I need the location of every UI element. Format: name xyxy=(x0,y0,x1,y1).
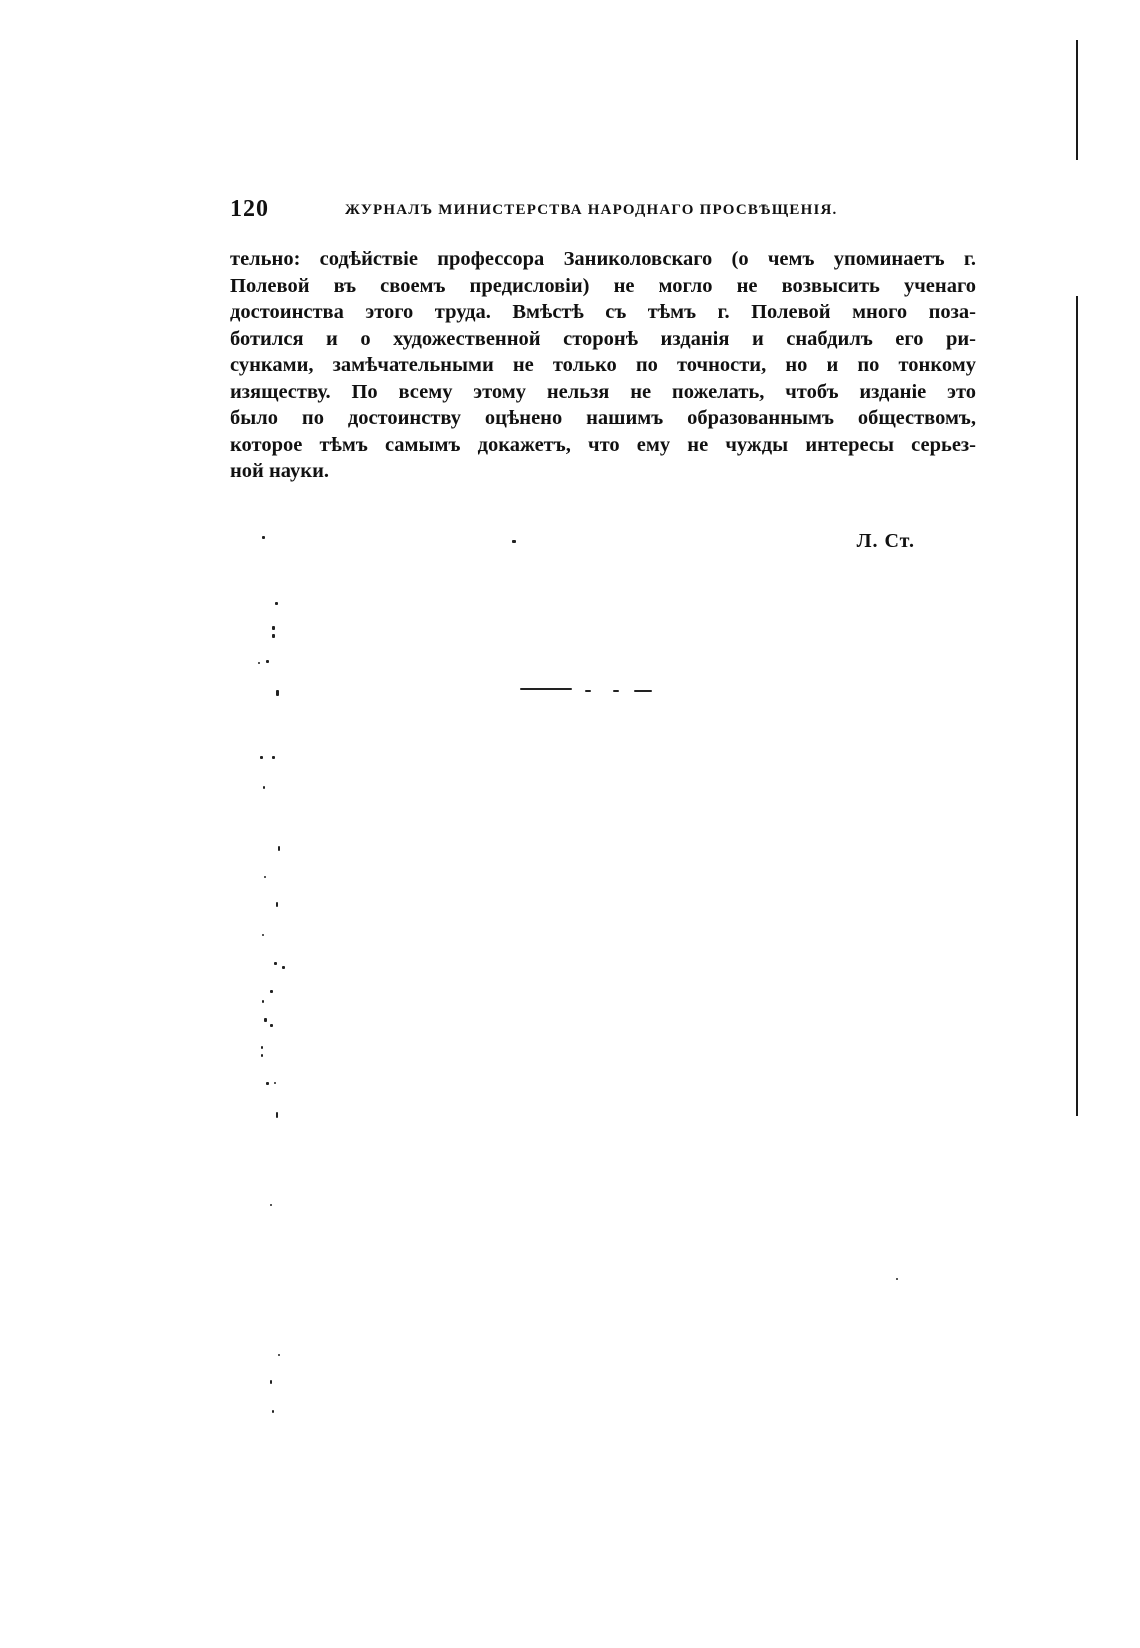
scan-speck xyxy=(282,966,285,969)
scan-speck xyxy=(274,962,277,965)
page-header xyxy=(230,196,990,226)
text-line: было по достоинству оцѣнено нашимъ образованнымъ обществомъ, xyxy=(230,407,976,429)
text-line: Полевой въ своемъ предисловіи) не могло не возвысить ученаго xyxy=(230,274,976,297)
scan-speck xyxy=(613,690,619,692)
scan-speck xyxy=(272,756,275,759)
text-line: которое тѣмъ самымъ докажетъ, что ему не чужды интересы серьез- xyxy=(230,433,976,456)
scan-speck xyxy=(276,902,278,907)
scan-speck xyxy=(262,536,265,539)
scan-speck xyxy=(264,876,266,878)
scan-speck xyxy=(264,1018,267,1022)
scan-speck xyxy=(270,1204,272,1206)
scan-speck xyxy=(276,1112,278,1118)
scan-speck xyxy=(266,1082,269,1085)
scan-speck xyxy=(270,1380,272,1384)
scan-speck xyxy=(262,1000,264,1003)
scan-speck xyxy=(270,1024,273,1027)
scan-speck xyxy=(520,688,572,690)
author-signature: Л. Ст. xyxy=(856,530,915,552)
scan-speck xyxy=(272,1410,274,1413)
scan-speck xyxy=(634,690,652,692)
scan-speck xyxy=(278,846,280,851)
scan-speck xyxy=(585,690,591,692)
scan-speck xyxy=(262,934,264,936)
page-number: 120 xyxy=(230,196,269,222)
scan-edge-line xyxy=(1076,296,1078,1116)
scan-speck xyxy=(261,1046,263,1049)
text-line: ной науки. xyxy=(230,460,330,482)
text-line: ботился и о художественной сторонѣ изданія и снабдилъ его ри- xyxy=(230,327,976,350)
scan-edge-line xyxy=(1076,40,1078,160)
scan-speck xyxy=(275,602,278,605)
text-line: изяществу. По всему этому нельзя не пожелать, чтобъ изданіе это xyxy=(230,380,976,403)
scan-speck xyxy=(272,634,275,638)
scan-speck xyxy=(263,786,265,789)
body-paragraph xyxy=(230,246,976,485)
scan-speck xyxy=(270,990,273,993)
scan-speck xyxy=(261,1054,263,1057)
running-head: ЖУРНАЛЪ МИНИСТЕРСТВА НАРОДНАГО ПРОСВѢЩЕНІЯ. xyxy=(345,202,838,218)
text-line: достоинства этого труда. Вмѣстѣ съ тѣмъ г. Полевой много поза- xyxy=(230,301,976,323)
text-line: тельно: содѣйствіе профессора Заниколовскаго (о чемъ упоминаетъ г. xyxy=(230,248,976,270)
scan-speck xyxy=(276,690,279,696)
text-line: сунками, замѣчательными не только по точности, но и по тонкому xyxy=(230,354,976,376)
scan-speck xyxy=(274,1082,276,1084)
scan-speck xyxy=(266,660,269,663)
scan-speck xyxy=(278,1354,280,1356)
scan-speck xyxy=(896,1278,898,1280)
scan-speck xyxy=(260,756,263,759)
scan-speck xyxy=(258,662,260,664)
scan-speck xyxy=(272,626,275,630)
scan-speck xyxy=(512,540,516,543)
